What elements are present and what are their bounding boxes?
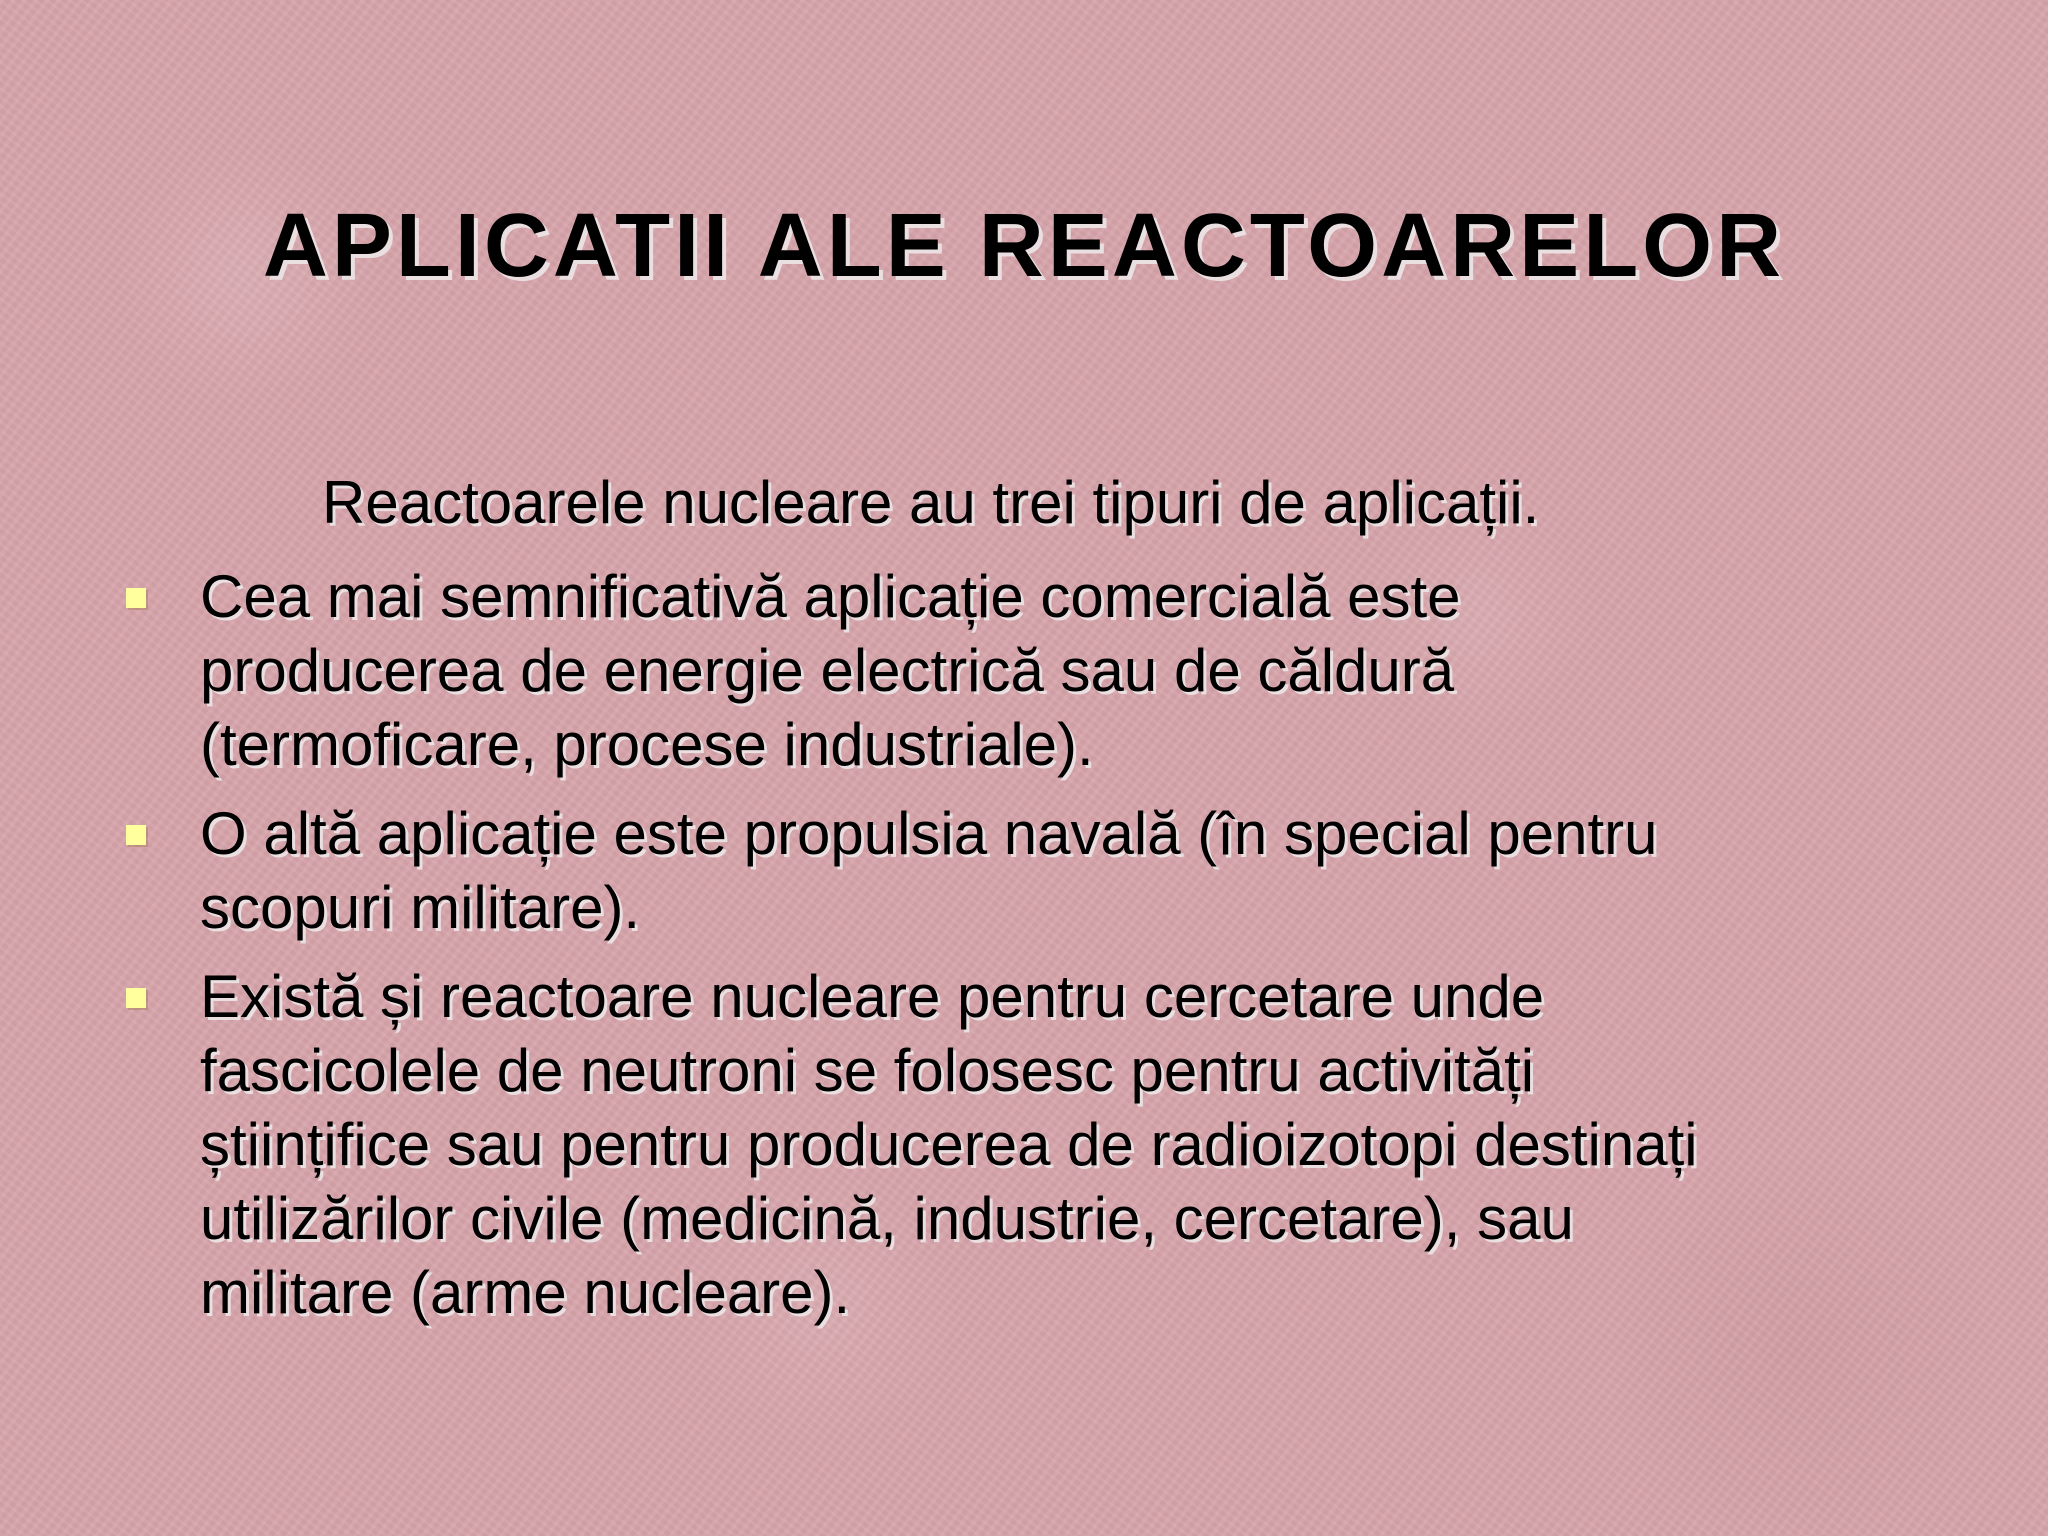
bullet-line: (termoficare, procese industriale). [200,711,1094,778]
bullet-item [200,560,1980,782]
square-bullet-icon [126,988,146,1008]
square-bullet-icon [126,825,146,845]
bullet-item [200,797,1980,945]
bullet-line: scopuri militare). [200,874,641,941]
square-bullet-icon [126,588,146,608]
bullet-item [200,960,1980,1330]
bullet-line: militare (arme nucleare). [200,1259,851,1326]
bullet-line: O altă aplicație este propulsia navală (în special pentru [200,800,1658,867]
bullet-line: producerea de energie electrică sau de căldură [200,637,1455,704]
bullet-line: fascicolele de neutroni se folosesc pentru activități [200,1037,1535,1104]
bullet-line: Cea mai semnificativă aplicație comercială este [200,563,1461,630]
slide-title: APLICATII ALE REACTOARELOR [262,196,1786,296]
bullet-line: Există și reactoare nucleare pentru cercetare unde [200,963,1545,1030]
bullet-line: utilizărilor civile (medicină, industrie, cercetare), sau [200,1185,1574,1252]
slide-intro: Reactoarele nucleare au trei tipuri de aplicații. [322,469,1540,536]
bullet-line: științifice sau pentru producerea de radioizotopi destinați [200,1111,1698,1178]
